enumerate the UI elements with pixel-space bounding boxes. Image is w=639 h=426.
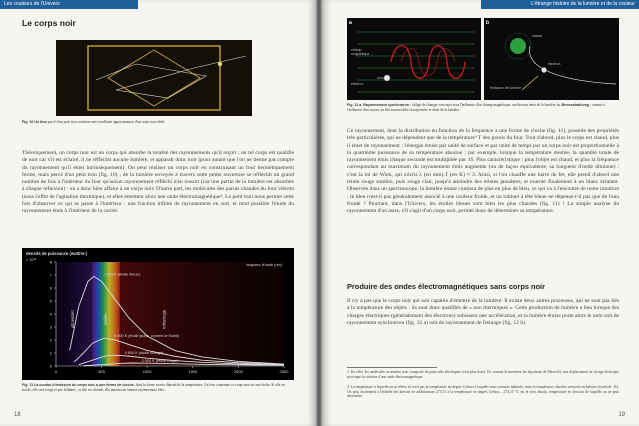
y-tick-label: 1 bbox=[49, 350, 52, 356]
fig12-caption-b: soumis à l'influence d'un noyau, un électron modifie sa trajectoire et émet de la lumière. bbox=[347, 103, 605, 112]
left-body-text bbox=[22, 150, 294, 216]
bremsstrahlung-figure bbox=[484, 18, 619, 100]
fig12-caption-a: obligé de changer son trajet sous l'influence d'un champ magnétique, un électron émet de la lumière. bbox=[412, 103, 557, 107]
visible-label: visible bbox=[103, 313, 109, 326]
series-label-0: 7 000 K (étoile bleue) bbox=[103, 272, 140, 277]
oven-figure bbox=[56, 40, 252, 116]
blackbody-chart bbox=[22, 248, 294, 380]
body-paragraph: Ce rayonnement, dont la distribution en fonction de la fréquence a une forme de cloche (fig. 11), possède des propriétés très particulières, qui ne dépendent que de la température³ T des parois du four. Tout d'abord, plus le corps est chaud, plus il émet de rayonnement : l'énergie émise par unité de surface et par unité de temps par un corps noir est proportionnelle à la quatrième puissance de sa température absolue ; par exemple, lorsque la température double, la quantité totale de rayonnement émis chaque seconde est multipliée par 16. Plus caractéristique : plus l'objet est chaud, et plus la fréquence correspondant au maximum du rayonnement émis augmente (ou de façon équivalente, sa longueur d'onde diminue) : c'est la loi de Wien, qui s'écrit λ (en mm).T (en K) ≈ 3. Ainsi, si l'on chauffe une barre de fer, elle prend d'abord une teinte rouge sombre, puis rouge clair, jusqu'à atteindre des teintes jaunâtres, et tourner finalement à un blanc éclatant. Observée dans un spectroscope, la lumière émise contient de plus en plus de bleu, ce qui va à l'encontre de notre intuition : le bleu n'est-il pas généralement associé à une couleur froide, et un robinet à tête bleue ne dépense-t-il pas que de l'eau froide ? Pourtant, dans l'Univers, les étoiles bleues sont bien les plus chaudes (fig. 11) ! La simple analyse du rayonnement d'un astre, s'il s'agit d'un corps noir, permet donc de déterminer sa température. bbox=[347, 128, 619, 215]
fig12-caption-a-title: a. Rayonnement synchrotron : bbox=[359, 103, 412, 107]
y-tick-label: 8 bbox=[49, 259, 52, 265]
y-tick-label: 6 bbox=[49, 285, 52, 291]
fig11-caption-text: dont la forme exacte dépend de la température. Un four contenant ce corps noir est une étoile. Si elle est froide, elle sera rouge et peu brillante ; si elle est chaude, elle émettra un intense rayonnement bleu. bbox=[22, 383, 286, 392]
right-body-text-1 bbox=[347, 128, 619, 216]
y-tick-label: 7 bbox=[49, 272, 52, 278]
panel-a-letter: a bbox=[349, 20, 352, 26]
series-label-2: 4 500 K (étoile orange) bbox=[124, 351, 164, 356]
electron-label-a: électron bbox=[351, 82, 364, 86]
x-tick-label: 2500 bbox=[279, 369, 289, 374]
ultraviolet-label: ultraviolet bbox=[70, 310, 76, 329]
y-tick-label: 2 bbox=[49, 337, 52, 343]
x-tick-label: 0 bbox=[54, 369, 58, 374]
fig12-caption-b-title: b. Bremsstrahlung : bbox=[557, 103, 592, 107]
x-tick-label: 1000 bbox=[142, 369, 152, 374]
footnote-2: 2. En effet, les molécules ou atomes sont composés de particules électriques (voir plus haut). Or, comme le montrent les équations de Maxwell, tout déplacement de charge électrique provoque la création d'une onde électromagnétique. bbox=[347, 370, 619, 379]
oven-diagram bbox=[56, 40, 252, 116]
emission-label: émission de lumière bbox=[490, 86, 522, 90]
series-label-1: 5 500 K (étoile jaune, comme le Soleil) bbox=[114, 334, 180, 339]
y-tick-label: 0 bbox=[49, 363, 52, 369]
synchrotron-diagram bbox=[347, 18, 481, 100]
blackbody-chart-svg bbox=[22, 248, 294, 380]
right-folio: 19 bbox=[618, 412, 625, 418]
fig12-caption bbox=[347, 103, 619, 112]
synchrotron-figure bbox=[347, 18, 481, 100]
x-axis-title: longueur d'onde (nm) bbox=[246, 263, 282, 267]
fig11-caption-title: La courbe d'émission du corps noir a une forme de cloche, bbox=[34, 383, 135, 387]
x-tick-label: 500 bbox=[98, 369, 105, 374]
fig12-caption-num: Fig. 12 bbox=[347, 103, 359, 107]
left-running-head: Les couleurs de l'Univers bbox=[0, 0, 138, 9]
fig11-caption bbox=[22, 383, 294, 392]
left-page bbox=[0, 0, 316, 426]
infrared-label: infrarouge bbox=[161, 309, 167, 329]
fig10-caption bbox=[22, 120, 294, 125]
left-folio: 18 bbox=[14, 412, 21, 418]
x-tick-label: 2000 bbox=[233, 369, 243, 374]
fig10-caption-num: Fig. 10 bbox=[22, 120, 34, 124]
page-title: Le corps noir bbox=[22, 18, 76, 28]
section-heading: Produire des ondes électromagnétiques sans corps noir bbox=[347, 282, 545, 291]
fig11-caption-num: Fig. 11 bbox=[22, 383, 34, 387]
y-tick-label: 5 bbox=[49, 298, 52, 304]
y-tick-label: 4 bbox=[49, 311, 52, 317]
footnote-3: 3. La température à laquelle on se réfère ici n'est pas la température en degrés Celsius à laquelle nous sommes habitués, mais la température absolue, mesurée en kelvins (symbole : K). On peut facilement à l'échelle des kelvins en additionnant 273,15 à la température en degrés Celsius. –273,15 °C est le zéro absolu, température en dessous de laquelle on ne peut descendre. bbox=[347, 385, 619, 399]
electron-label-b: électron bbox=[548, 62, 561, 66]
right-page bbox=[322, 0, 639, 426]
y-axis-title: densité de puissance (watt/m³) bbox=[26, 251, 87, 256]
right-running-head: L'étrange histoire de la lumière et de la couleur bbox=[481, 0, 639, 9]
panel-b-letter: b bbox=[486, 20, 490, 26]
y-tick-label: 3 bbox=[49, 324, 52, 330]
body-paragraph: Théoriquement, un corps noir est un corps qui absorbe la totalité des rayonnements qu'il reçoit ; un tel corps est qualifié de noir car s'il est éclairé, il ne réfléchit aucune lumière, et apparaît donc noir (pour autant que l'on ne tienne pas compte du rayonnement qu'il émet intrinsèquement). On peut réaliser un corps noir en construisant un four hermétiquement fermé, mais percé d'un petit trou (fig. 10) ; de la lumière envoyée à travers cette petite ouverture se réfléchit un grand nombre de fois à l'intérieur du four qu'aucun rayonnement réfléchi n'en ressort (car une partie de la lumière est absorbée à chaque réflexion) : on a donc bien affaire à un corps noir. D'autre part, les molécules des parois chaudes du four vibrent (sous l'effet de l'agitation thermique), et elles émettent alors une onde électromagnétique². Le petit trou nous permet cette fois d'observer ce qui se passe à l'intérieur : une fraction infime de rayonnement en sort, et rend possible l'étude du rayonnement émis à l'intérieur de la cavité. bbox=[22, 150, 294, 215]
field-label: champ magnétique bbox=[351, 48, 370, 56]
fig10-caption-text: percé d'un petit trou constitue une excellente approximation d'un corps noir idéal. bbox=[47, 120, 166, 124]
series-label-3: 3 500 K (étoile rouge) bbox=[141, 359, 179, 364]
right-body-text-2 bbox=[347, 298, 619, 327]
fig10-caption-title: Un four bbox=[34, 120, 48, 124]
footnote-rule bbox=[347, 367, 437, 368]
x-tick-label: 1500 bbox=[188, 369, 198, 374]
y-scale-label: × 10¹³ bbox=[26, 258, 37, 262]
body-paragraph: Il n'y a pas que le corps noir qui soit capable d'émettre de la lumière. Il existe deux autres processus, qui ne sont pas liés à la température des objets : ils sont donc qualifiés de « non thermiques ». Cette production de lumière a lieu lorsque des charges électriques (généralement des électrons) subissent une accélération, et la lumière émise porte alors le nom soit de rayonnement synchrotron (fig. 12 a) soit de rayonnement de freinage (fig. 12 b). bbox=[347, 298, 619, 326]
massive-label: masse bbox=[532, 34, 543, 38]
